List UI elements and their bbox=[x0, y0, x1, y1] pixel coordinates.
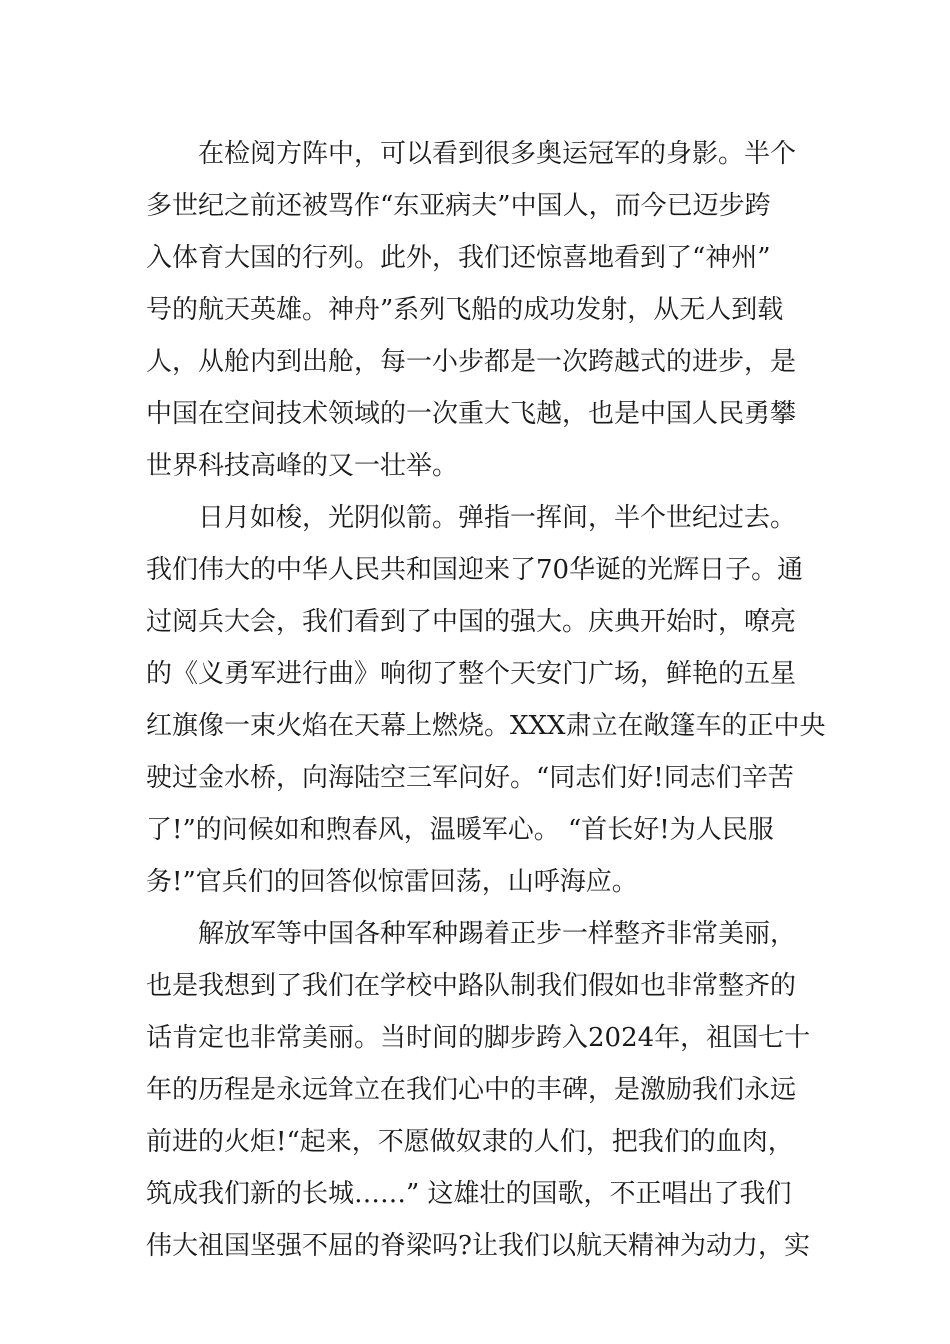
text-line: 日月如梭，光阴似箭。弹指一挥间，半个世纪过去。 bbox=[146, 503, 797, 533]
text-line: 筑成我们新的长城……” 这雄壮的国歌，不正唱出了我们 bbox=[146, 1179, 792, 1209]
text-line: 多世纪之前还被骂作“东亚病夫”中国人，而今已迈步跨 bbox=[146, 191, 771, 221]
text-line: 了!”的问候如和煦春风，温暖军心。 “首长好!为人民服 bbox=[146, 815, 774, 845]
text-line: 中国在空间技术领域的一次重大飞越，也是中国人民勇攀 bbox=[146, 399, 797, 429]
text-line: 年的历程是永远耸立在我们心中的丰碑，是激励我们永远 bbox=[146, 1075, 797, 1105]
text-line: 伟大祖国坚强不屈的脊梁吗?让我们以航天精神为动力，实 bbox=[146, 1231, 810, 1261]
text-line: 号的航天英雄。神舟”系列飞船的成功发射，从无人到载 bbox=[146, 295, 784, 325]
text-line: 前进的火炬!“起来，不愿做奴隶的人们，把我们的血肉， bbox=[146, 1127, 794, 1157]
text-line: 驶过金水桥，向海陆空三军问好。“同志们好!同志们辛苦 bbox=[146, 763, 794, 793]
text-line: 入体育大国的行列。此外，我们还惊喜地看到了“神州” bbox=[146, 243, 771, 273]
text-line: 话肯定也非常美丽。当时间的脚步跨入2024年，祖国七十 bbox=[146, 1023, 811, 1053]
text-line: 也是我想到了我们在学校中路队制我们假如也非常整齐的 bbox=[146, 971, 797, 1001]
document-body bbox=[146, 128, 826, 1272]
text-line: 务!”官兵们的回答似惊雷回荡，山呼海应。 bbox=[146, 867, 638, 897]
text-line: 解放军等中国各种军种踢着正步一样整齐非常美丽， bbox=[146, 919, 797, 949]
text-line: 在检阅方阵中，可以看到很多奥运冠军的身影。半个 bbox=[146, 139, 797, 169]
text-line: 的《义勇军进行曲》响彻了整个天安门广场，鲜艳的五星 bbox=[146, 659, 797, 689]
text-line: 人，从舱内到出舱，每一小步都是一次跨越式的进步，是 bbox=[146, 347, 797, 377]
text-line: 过阅兵大会，我们看到了中国的强大。庆典开始时，嘹亮 bbox=[146, 607, 797, 637]
text-line: 我们伟大的中华人民共和国迎来了70华诞的光辉日子。通 bbox=[146, 555, 804, 585]
text-line: 红旗像一束火焰在天幕上燃烧。XXX肃立在敞篷车的正中央 bbox=[146, 711, 826, 741]
text-line: 世界科技高峰的又一壮举。 bbox=[146, 451, 459, 481]
